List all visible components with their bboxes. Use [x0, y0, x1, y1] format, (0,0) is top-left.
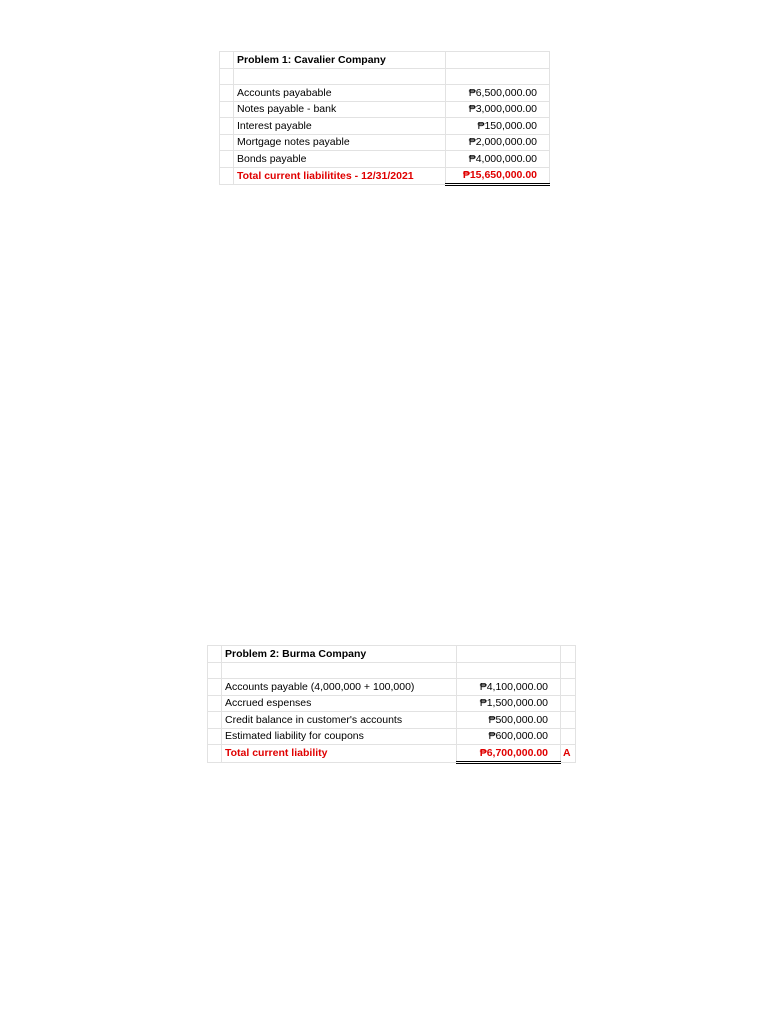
liability-amount: ₱3,000,000.00: [446, 101, 550, 118]
table-row: [208, 646, 576, 663]
liability-label: Mortgage notes payable: [234, 134, 446, 151]
liability-amount: ₱2,000,000.00: [446, 134, 550, 151]
liability-amount: ₱1,500,000.00: [457, 695, 561, 712]
total-amount: ₱6,700,000.00: [457, 745, 561, 763]
table-row: [208, 662, 576, 679]
row-gutter: [220, 101, 234, 118]
table-row: [220, 134, 550, 151]
empty-cell: [561, 679, 576, 696]
problem-1-table: [219, 51, 550, 186]
liability-label: Bonds payable: [234, 151, 446, 168]
liability-label: Notes payable - bank: [234, 101, 446, 118]
row-gutter: [208, 745, 222, 763]
total-amount: ₱15,650,000.00: [446, 167, 550, 185]
liability-label: Accrued espenses: [222, 695, 457, 712]
total-label: Total current liabilitites - 12/31/2021: [234, 167, 446, 185]
empty-cell: [222, 662, 457, 679]
liability-amount: ₱4,100,000.00: [457, 679, 561, 696]
liability-label: Accounts payabable: [234, 85, 446, 102]
total-row: [220, 167, 550, 185]
liability-amount: ₱4,000,000.00: [446, 151, 550, 168]
problem-2-title: Problem 2: Burma Company: [222, 646, 457, 663]
table-row: [208, 728, 576, 745]
row-gutter: [220, 118, 234, 135]
empty-cell: [561, 712, 576, 729]
liability-amount: ₱500,000.00: [457, 712, 561, 729]
problem-1-title: Problem 1: Cavalier Company: [234, 52, 446, 69]
liability-amount: ₱150,000.00: [446, 118, 550, 135]
empty-cell: [234, 68, 446, 85]
table-row: [220, 85, 550, 102]
total-label: Total current liability: [222, 745, 457, 763]
table-row: [208, 712, 576, 729]
row-gutter: [220, 85, 234, 102]
empty-cell: [457, 662, 561, 679]
total-row: [208, 745, 576, 763]
row-gutter: [208, 712, 222, 729]
empty-cell: [457, 646, 561, 663]
liability-label: Accounts payable (4,000,000 + 100,000): [222, 679, 457, 696]
problem-2-table: [207, 645, 576, 764]
row-gutter: [208, 695, 222, 712]
row-gutter: [220, 167, 234, 185]
table-row: [220, 68, 550, 85]
row-gutter: [208, 679, 222, 696]
liability-label: Estimated liability for coupons: [222, 728, 457, 745]
table-row: [220, 118, 550, 135]
liability-label: Interest payable: [234, 118, 446, 135]
table-row: [220, 101, 550, 118]
table-row: [208, 679, 576, 696]
liability-amount: ₱6,500,000.00: [446, 85, 550, 102]
empty-cell: [446, 68, 550, 85]
table-row: [220, 52, 550, 69]
answer-letter: A: [561, 745, 576, 763]
empty-cell: [446, 52, 550, 69]
liability-amount: ₱600,000.00: [457, 728, 561, 745]
empty-cell: [561, 646, 576, 663]
empty-cell: [561, 728, 576, 745]
empty-cell: [561, 695, 576, 712]
table-row: [220, 151, 550, 168]
row-gutter: [220, 68, 234, 85]
row-gutter: [220, 151, 234, 168]
row-gutter: [208, 728, 222, 745]
row-gutter: [208, 646, 222, 663]
row-gutter: [220, 134, 234, 151]
row-gutter: [220, 52, 234, 69]
row-gutter: [208, 662, 222, 679]
table-row: [208, 695, 576, 712]
liability-label: Credit balance in customer's accounts: [222, 712, 457, 729]
empty-cell: [561, 662, 576, 679]
